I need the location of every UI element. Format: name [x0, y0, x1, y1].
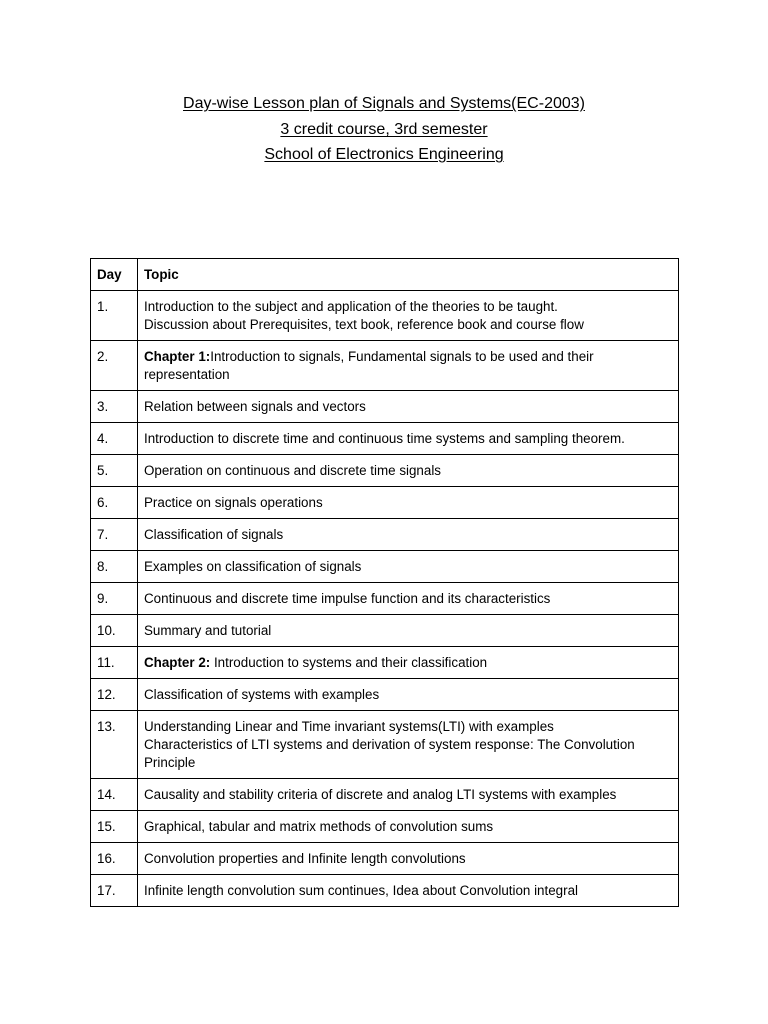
- table-row: [91, 551, 679, 583]
- topic-column-header: Topic: [138, 259, 679, 291]
- topic-text: Infinite length convolution sum continues, Idea about Convolution integral: [144, 883, 578, 898]
- day-number: 15.: [91, 811, 138, 843]
- table-row: [91, 391, 679, 423]
- day-number: 6.: [91, 487, 138, 519]
- topic-text: Classification of systems with examples: [144, 687, 380, 702]
- day-number: 7.: [91, 519, 138, 551]
- topic-text: Summary and tutorial: [144, 623, 272, 638]
- day-number: 10.: [91, 615, 138, 647]
- course-credit-semester: 3 credit course, 3rd semester: [280, 121, 488, 138]
- day-number: 17.: [91, 875, 138, 907]
- topic-text: Discussion about Prerequisites, text book, reference book and course flow: [144, 317, 584, 332]
- topic-cell: [138, 487, 679, 519]
- table-row: [91, 519, 679, 551]
- topic-text: Introduction to systems and their classification: [210, 655, 488, 670]
- topic-cell: [138, 341, 679, 391]
- topic-cell: [138, 551, 679, 583]
- day-column-header: Day: [91, 259, 138, 291]
- topic-text: Characteristics of LTI systems and derivation of system response: The Convolution Principle: [144, 737, 635, 770]
- day-number: 5.: [91, 455, 138, 487]
- topic-cell: [138, 519, 679, 551]
- topic-text: Understanding Linear and Time invariant systems(LTI) with examples: [144, 719, 554, 734]
- topic-text: Convolution properties and Infinite length convolutions: [144, 851, 466, 866]
- topic-cell: [138, 615, 679, 647]
- topic-text: Causality and stability criteria of discrete and analog LTI systems with examples: [144, 787, 617, 802]
- day-number: 8.: [91, 551, 138, 583]
- topic-text: Introduction to signals, Fundamental signals to be used and their representation: [144, 349, 594, 382]
- table-row: [91, 875, 679, 907]
- school-name: School of Electronics Engineering: [264, 146, 504, 163]
- day-number: 13.: [91, 711, 138, 779]
- topic-cell: [138, 391, 679, 423]
- table-row: [91, 341, 679, 391]
- day-number: 16.: [91, 843, 138, 875]
- table-row: [91, 455, 679, 487]
- table-row: [91, 843, 679, 875]
- topic-text: Classification of signals: [144, 527, 284, 542]
- day-number: 14.: [91, 779, 138, 811]
- chapter-label: Chapter 2:: [144, 655, 211, 670]
- table-header-row: [91, 259, 679, 291]
- topic-text: Practice on signals operations: [144, 495, 323, 510]
- topic-cell: [138, 811, 679, 843]
- day-number: 12.: [91, 679, 138, 711]
- topic-cell: [138, 423, 679, 455]
- topic-cell: [138, 779, 679, 811]
- table-row: [91, 811, 679, 843]
- table-row: [91, 679, 679, 711]
- table-row: [91, 583, 679, 615]
- table-row: [91, 423, 679, 455]
- table-row: [91, 291, 679, 341]
- lesson-plan-table: [90, 258, 679, 907]
- chapter-label: Chapter 1:: [144, 349, 211, 364]
- topic-cell: [138, 583, 679, 615]
- day-number: 2.: [91, 341, 138, 391]
- topic-cell: [138, 875, 679, 907]
- topic-text: Introduction to the subject and application of the theories to be taught.: [144, 299, 558, 314]
- topic-cell: [138, 843, 679, 875]
- table-row: [91, 615, 679, 647]
- topic-cell: [138, 291, 679, 341]
- topic-text: Continuous and discrete time impulse function and its characteristics: [144, 591, 551, 606]
- topic-cell: [138, 679, 679, 711]
- day-number: 4.: [91, 423, 138, 455]
- topic-text: Graphical, tabular and matrix methods of convolution sums: [144, 819, 494, 834]
- day-number: 9.: [91, 583, 138, 615]
- day-number: 11.: [91, 647, 138, 679]
- table-row: [91, 647, 679, 679]
- topic-cell: [138, 647, 679, 679]
- document-title: Day-wise Lesson plan of Signals and Systems(EC-2003): [183, 95, 585, 112]
- day-number: 3.: [91, 391, 138, 423]
- topic-cell: [138, 455, 679, 487]
- table-row: [91, 779, 679, 811]
- topic-text: Relation between signals and vectors: [144, 399, 366, 414]
- table-row: [91, 711, 679, 779]
- table-row: [91, 487, 679, 519]
- topic-text: Introduction to discrete time and continuous time systems and sampling theorem.: [144, 431, 625, 446]
- topic-cell: [138, 711, 679, 779]
- table-body: [91, 291, 679, 907]
- topic-text: Examples on classification of signals: [144, 559, 362, 574]
- day-number: 1.: [91, 291, 138, 341]
- topic-text: Operation on continuous and discrete time signals: [144, 463, 442, 478]
